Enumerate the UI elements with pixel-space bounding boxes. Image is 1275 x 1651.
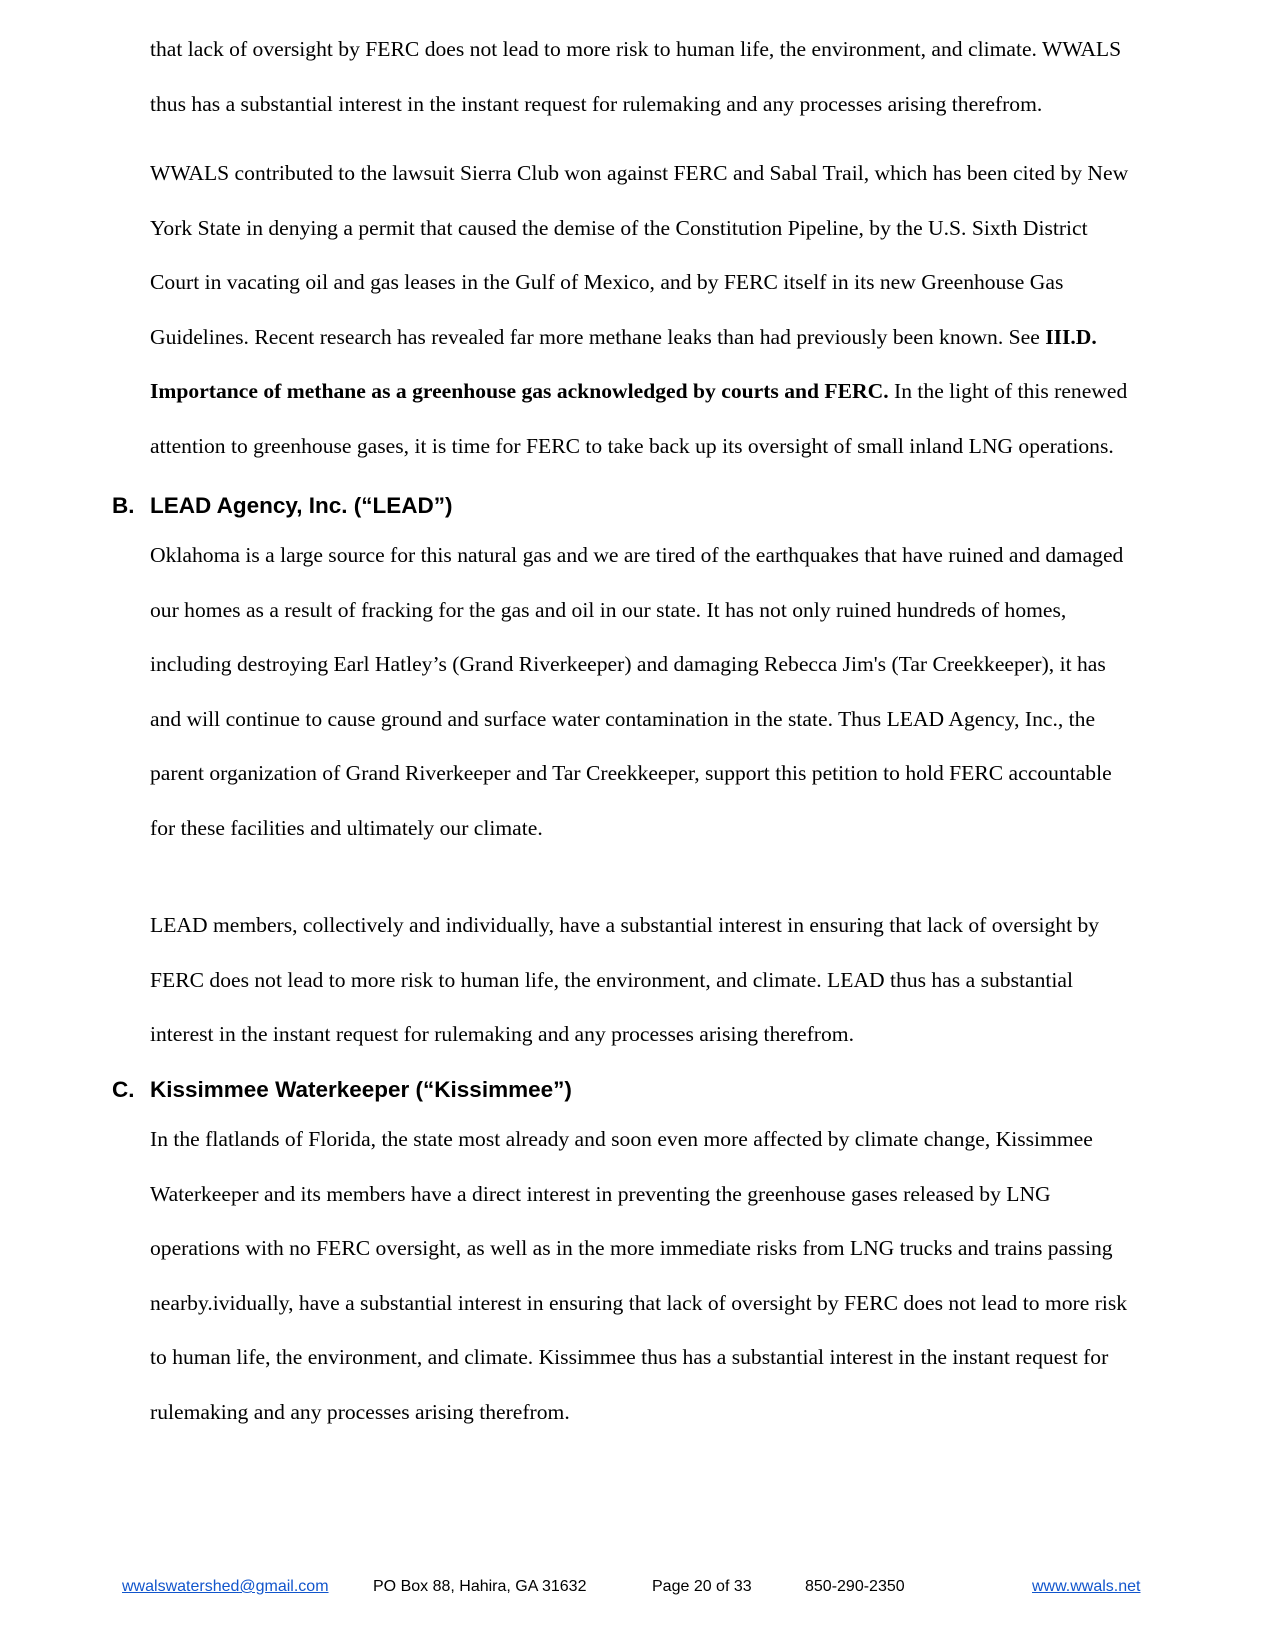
cross-reference-bold: III.D. [1045, 324, 1097, 349]
cross-reference-bold: Importance of methane as a greenhouse gas acknowledged by courts and FERC. [150, 379, 889, 403]
text-line: parent organization of Grand Riverkeeper and Tar Creekkeeper, support this petition to hold FERC accountable [150, 761, 1112, 785]
section-title: Kissimmee Waterkeeper (“Kissimmee”) [150, 1077, 572, 1102]
paragraph-wwals-lawsuit [150, 146, 1200, 473]
section-title: LEAD Agency, Inc. (“LEAD”) [150, 493, 453, 518]
paragraph-lead-oklahoma [150, 528, 1200, 855]
text-line: our homes as a result of fracking for the gas and oil in our state. It has not only ruined hundreds of homes, [150, 597, 1067, 622]
text-line: WWALS contributed to the lawsuit Sierra Club won against FERC and Sabal Trail, which has been cited by New [150, 161, 1129, 185]
text-line: that lack of oversight by FERC does not lead to more risk to human life, the environment, and climate. WWALS [150, 37, 1122, 61]
section-heading-kissimmee [112, 1077, 572, 1103]
text-line: operations with no FERC oversight, as well as in the more immediate risks from LNG trucks and trains passing [150, 1236, 1113, 1260]
footer-page-number: Page 20 of 33 [652, 1578, 752, 1595]
section-letter: B. [112, 493, 135, 518]
text-line: thus has a substantial interest in the instant request for rulemaking and any processes arising therefrom. [150, 91, 1043, 116]
text-line [150, 364, 1200, 419]
section-heading-lead [112, 493, 453, 519]
text-line: FERC does not lead to more risk to human life, the environment, and climate. LEAD thus has a substantial [150, 967, 1073, 992]
text-line: Waterkeeper and its members have a direct interest in preventing the greenhouse gases released by LNG [150, 1181, 1051, 1206]
text-run: Guidelines. Recent research has revealed far more methane leaks than had previously been known. See [150, 324, 1046, 349]
text-line: rulemaking and any processes arising therefrom. [150, 1399, 570, 1424]
text-line: In the flatlands of Florida, the state most already and soon even more affected by climate change, Kissimmee [150, 1127, 1093, 1151]
paragraph-lead-interest [150, 898, 1200, 1062]
text-line: York State in denying a permit that caused the demise of the Constitution Pipeline, by the U.S. Sixth District [150, 215, 1088, 240]
text-line: for these facilities and ultimately our climate. [150, 815, 543, 840]
footer-phone: 850-290-2350 [805, 1578, 905, 1595]
text-line: Oklahoma is a large source for this natural gas and we are tired of the earthquakes that have ruined and damaged [150, 543, 1124, 567]
text-line [150, 310, 1200, 365]
text-line: Court in vacating oil and gas leases in the Gulf of Mexico, and by FERC itself in its new Greenhouse Gas [150, 270, 1064, 294]
text-line: interest in the instant request for rulemaking and any processes arising therefrom. [150, 1022, 854, 1046]
footer-email-link[interactable]: wwalswatershed@gmail.com [122, 1578, 329, 1595]
footer-website-link[interactable]: www.wwals.net [1032, 1578, 1141, 1595]
section-letter: C. [112, 1077, 135, 1102]
page-footer [0, 1578, 1275, 1602]
text-line: and will continue to cause ground and surface water contamination in the state. Thus LEAD Agency, Inc., the [150, 706, 1096, 731]
paragraph-kissimmee [150, 1112, 1200, 1439]
text-line: LEAD members, collectively and individually, have a substantial interest in ensuring that lack of oversight by [150, 913, 1100, 937]
footer-address: PO Box 88, Hahira, GA 31632 [373, 1578, 587, 1595]
text-run: In the light of this renewed [888, 379, 1128, 403]
text-line: nearby.ividually, have a substantial interest in ensuring that lack of oversight by FERC does not lead to more risk [150, 1290, 1128, 1315]
text-line: including destroying Earl Hatley’s (Grand Riverkeeper) and damaging Rebecca Jim's (Tar Creekkeeper), it has [150, 652, 1106, 676]
paragraph-wwals-interest [150, 22, 1200, 131]
text-line: to human life, the environment, and climate. Kissimmee thus has a substantial interest in the instant request for [150, 1345, 1109, 1369]
text-line: attention to greenhouse gases, it is time for FERC to take back up its oversight of small inland LNG operations. [150, 433, 1114, 458]
